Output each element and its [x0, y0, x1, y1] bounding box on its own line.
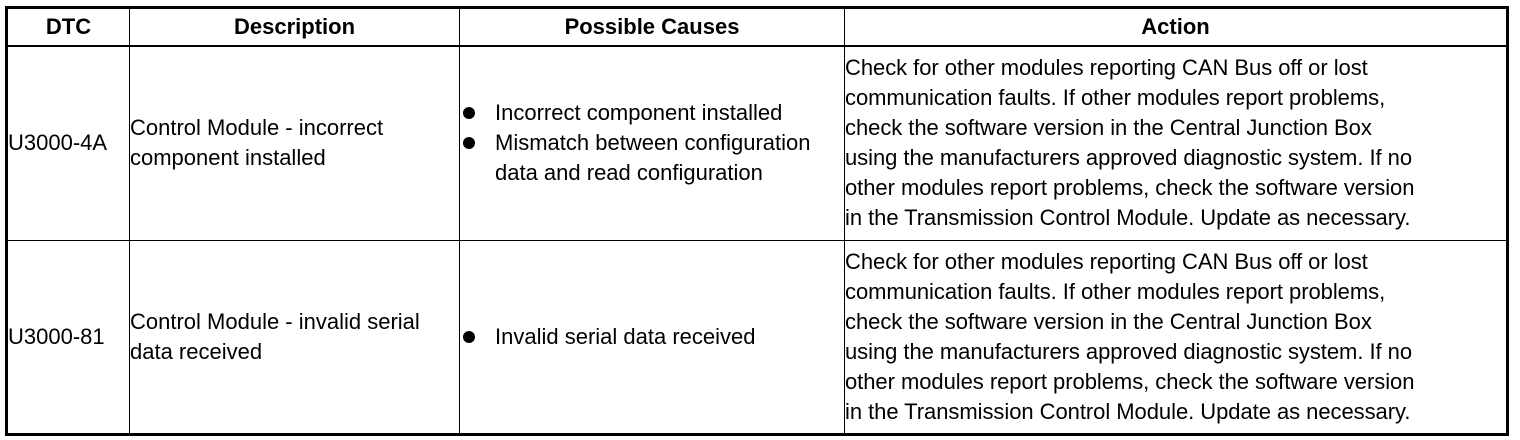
- header-possible-causes: Possible Causes: [460, 8, 845, 47]
- action-line: other modules report problems, check the software version: [845, 175, 1415, 201]
- table-row: [7, 46, 1508, 240]
- action-line: in the Transmission Control Module. Update as necessary.: [845, 398, 1411, 424]
- possible-causes-cell: [460, 240, 845, 434]
- action-line: communication faults. If other modules report problems,: [845, 278, 1386, 304]
- action-cell: [845, 240, 1508, 434]
- header-action: Action: [845, 8, 1508, 47]
- header-dtc: DTC: [7, 8, 130, 47]
- cause-text: Incorrect component installed: [495, 100, 783, 126]
- possible-causes-cell: [460, 46, 845, 240]
- cause-text: Mismatch between configuration data and read configuration: [495, 130, 811, 186]
- action-line: check the software version in the Central Junction Box: [845, 308, 1372, 334]
- cause-item: [460, 98, 844, 128]
- action-line: using the manufacturers approved diagnostic system. If no: [845, 338, 1413, 364]
- bullet-icon: [460, 322, 495, 352]
- action-line: communication faults. If other modules report problems,: [845, 85, 1386, 111]
- causes-list: [460, 98, 844, 188]
- dtc-code: U3000-4A: [7, 46, 130, 240]
- action-line: Check for other modules reporting CAN Bus off or lost: [845, 248, 1368, 274]
- action-line: using the manufacturers approved diagnostic system. If no: [845, 145, 1413, 171]
- cause-item: [460, 128, 844, 188]
- cause-item: [460, 322, 844, 352]
- causes-list: [460, 322, 844, 352]
- action-line: check the software version in the Central Junction Box: [845, 115, 1372, 141]
- header-description: Description: [130, 8, 460, 47]
- action-line: in the Transmission Control Module. Update as necessary.: [845, 205, 1411, 231]
- table-row: [7, 240, 1508, 434]
- bullet-icon: [460, 98, 495, 128]
- dtc-description: Control Module - incorrect component installed: [130, 46, 460, 240]
- cause-text: Invalid serial data received: [495, 323, 756, 349]
- dtc-table: [5, 6, 1509, 436]
- dtc-code: U3000-81: [7, 240, 130, 434]
- header-row: [7, 8, 1508, 47]
- action-line: other modules report problems, check the software version: [845, 368, 1415, 394]
- action-cell: [845, 46, 1508, 240]
- action-line: Check for other modules reporting CAN Bus off or lost: [845, 55, 1368, 81]
- dtc-description: Control Module - invalid serial data received: [130, 240, 460, 434]
- bullet-icon: [460, 128, 495, 158]
